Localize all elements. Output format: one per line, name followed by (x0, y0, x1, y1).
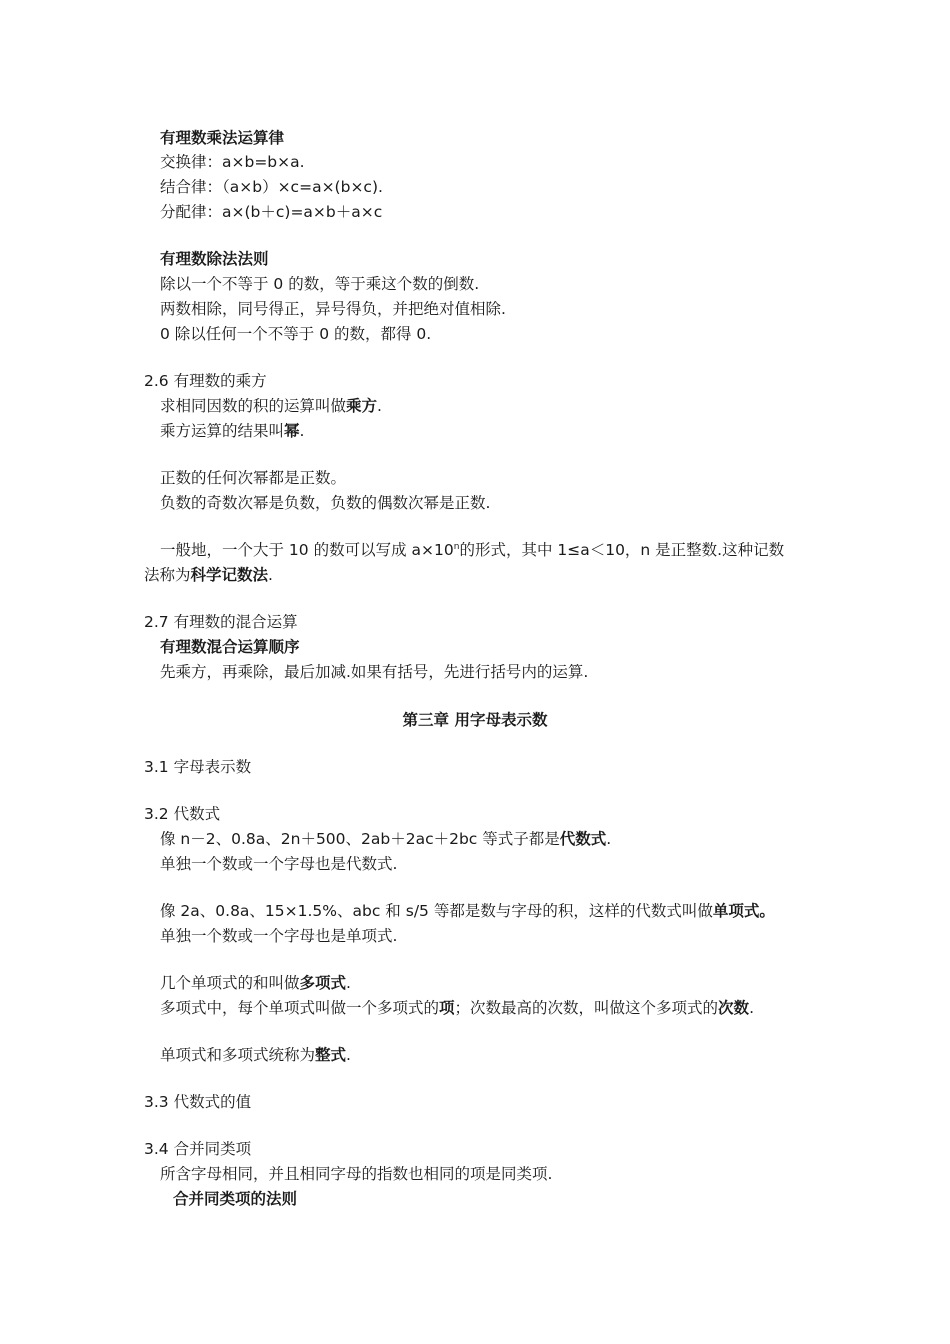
paragraph-line (160, 972, 351, 994)
paragraph-line: 所含字母相同，并且相同字母的指数也相同的项是同类项. (160, 1165, 553, 1183)
paragraph-line (144, 564, 273, 586)
text: . (377, 397, 382, 415)
term: 科学记数法 (190, 566, 269, 584)
text: . (749, 999, 754, 1017)
paragraph-line: 正数的任何次幂都是正数。 (160, 469, 347, 487)
term: 项 (439, 999, 455, 1017)
term: 单项式。 (712, 902, 775, 920)
section-title: 2.6 有理数的乘方 (144, 372, 267, 390)
text: 乘方运算的结果叫 (160, 422, 285, 440)
div-rule-line: 0 除以任何一个不等于 0 的数，都得 0. (160, 325, 432, 343)
mult-laws-heading: 有理数乘法运算律 (160, 129, 285, 147)
text: 的形式，其中 1≤a＜10，n 是正整数.这种记数 (459, 541, 785, 559)
text: 单项式和多项式统称为 (160, 1046, 316, 1064)
section-title: 3.3 代数式的值 (144, 1093, 252, 1111)
associative-law: 结合律：（a×b）×c=a×(b×c). (160, 178, 383, 196)
text: 像 n－2、0.8a、2n＋500、2ab＋2ac＋2bc 等式子都是 (160, 830, 560, 848)
paragraph-line (160, 900, 775, 922)
paragraph-line: 单独一个数或一个字母也是单项式. (160, 927, 398, 945)
paragraph-line (160, 997, 754, 1019)
section-title: 3.2 代数式 (144, 805, 221, 823)
text: . (606, 830, 612, 848)
text: 法称为 (144, 566, 191, 584)
paragraph-line (160, 539, 784, 561)
text: . (346, 1046, 351, 1064)
paragraph-line: 单独一个数或一个字母也是代数式. (160, 855, 398, 873)
div-rule-line: 除以一个不等于 0 的数，等于乘这个数的倒数. (160, 275, 480, 293)
paragraph-line (160, 420, 304, 442)
commutative-law: 交换律：a×b=b×a. (160, 153, 305, 171)
chapter-title: 第三章 用字母表示数 (402, 711, 548, 729)
text: 求相同因数的积的运算叫做 (160, 397, 347, 415)
paragraph-line (160, 395, 382, 417)
section-title: 3.4 合并同类项 (144, 1140, 252, 1158)
text: . (346, 974, 351, 992)
div-rules-heading: 有理数除法法则 (160, 250, 269, 268)
text: 像 2a、0.8a、15×1.5%、abc 和 s/5 等都是数与字母的积，这样的代数式叫做 (160, 902, 713, 920)
div-rule-line: 两数相除，同号得正，异号得负，并把绝对值相除. (160, 300, 506, 318)
text: 多项式中，每个单项式叫做一个多项式的 (160, 999, 440, 1017)
term: 整式 (315, 1046, 347, 1064)
paragraph-line (160, 828, 611, 850)
term: 乘方 (346, 397, 378, 415)
distributive-law: 分配律：a×(b＋c)=a×b＋a×c (160, 203, 383, 221)
text: . (268, 566, 273, 584)
text: 一般地，一个大于 10 的数可以写成 a×10 (160, 541, 454, 559)
exponent: n (453, 542, 460, 552)
term: 次数 (718, 999, 750, 1017)
paragraph-line: 先乘方，再乘除，最后加减.如果有括号，先进行括号内的运算. (160, 663, 589, 681)
text: 几个单项式的和叫做 (160, 974, 300, 992)
text: . (299, 422, 305, 440)
paragraph-line: 负数的奇数次幂是负数，负数的偶数次幂是正数. (160, 494, 491, 512)
term: 代数式 (559, 830, 607, 848)
term: 幂 (284, 422, 300, 440)
section-title: 3.1 字母表示数 (144, 758, 252, 776)
subheading: 合并同类项的法则 (173, 1190, 298, 1208)
subheading: 有理数混合运算顺序 (160, 638, 300, 656)
term: 多项式 (299, 974, 347, 992)
paragraph-line (160, 1044, 351, 1066)
section-title: 2.7 有理数的混合运算 (144, 613, 298, 631)
text: ；次数最高的次数，叫做这个多项式的 (454, 999, 719, 1017)
